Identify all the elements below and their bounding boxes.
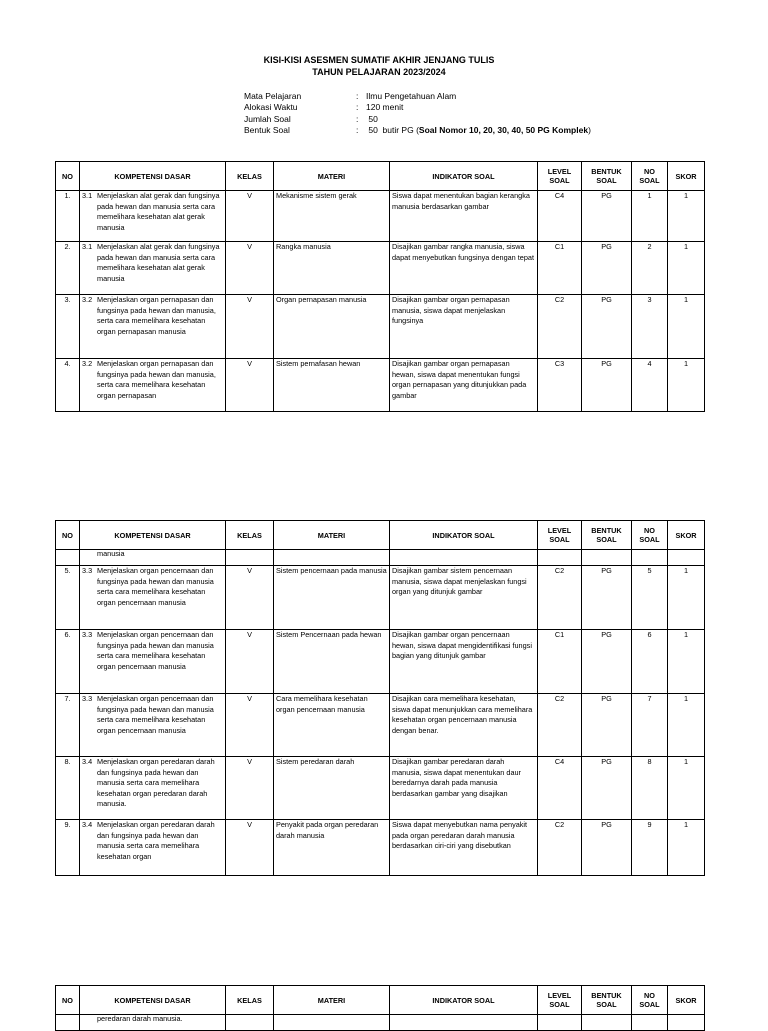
cell-no-soal: [632, 550, 668, 566]
document-title: KISI-KISI ASESMEN SUMATIF AKHIR JENJANG TULIS: [263, 55, 495, 65]
cell-bentuk: PG: [582, 295, 632, 359]
meta-value-bold: Soal Nomor 10, 20, 30, 40, 50 PG Komplek: [418, 124, 589, 135]
cell-materi: Sistem pencernaan pada manusia: [274, 566, 390, 630]
cell-kelas: V: [226, 295, 274, 359]
kd-code: 3.1: [82, 191, 93, 200]
kd-text: Menjelaskan organ pernapasan dan fungsinya pada hewan dan manusia, serta cara memelihara kesehatan organ pernapasan manusia: [97, 295, 216, 336]
header-kelas: KELAS: [226, 986, 274, 1015]
meta-label: Bentuk Soal: [244, 124, 290, 135]
kd-code: 3.1: [82, 242, 93, 251]
cell-bentuk: PG: [582, 630, 632, 694]
cell-indikator: Disajikan gambar organ pernapasan hewan, siswa dapat menentukan fungsi organ pernapasan yang ditunjukkan pada gambar: [390, 359, 538, 412]
kd-code: 3.3: [82, 630, 93, 639]
kd-text: Menjelaskan organ peredaran darah dan fungsinya pada hewan dan manusia serta cara memelihara kesehatan organ: [97, 820, 215, 861]
meta-row-bentuk-soal: [244, 125, 591, 136]
cell-no: 9.: [56, 820, 80, 876]
cell-skor: 1: [668, 694, 705, 757]
header-materi: MATERI: [274, 986, 390, 1015]
header-bentuk-soal: BENTUK SOAL: [582, 986, 632, 1015]
table-header-row: [56, 521, 705, 550]
kd-text-continuation: peredaran darah manusia.: [97, 1014, 183, 1023]
header-no-soal: NO SOAL: [632, 162, 668, 191]
kd-text: Menjelaskan organ pernapasan dan fungsinya pada hewan dan manusia, serta cara memelihara kesehatan organ pernapasan: [97, 359, 216, 400]
cell-kompetensi-dasar: [80, 242, 226, 295]
cell-no: [56, 550, 80, 566]
header-level-soal: LEVEL SOAL: [538, 521, 582, 550]
cell-indikator: [390, 1015, 538, 1031]
cell-indikator: Disajikan cara memelihara kesehatan, siswa dapat menunjukkan cara memelihara kesehatan organ pencernaan manusia dengan benar.: [390, 694, 538, 757]
table-row-continuation: [56, 1015, 705, 1031]
meta-label: Alokasi Waktu: [244, 102, 298, 113]
cell-skor: [668, 1015, 705, 1031]
cell-materi: Mekanisme sistem gerak: [274, 191, 390, 242]
cell-bentuk: [582, 1015, 632, 1031]
header-skor: SKOR: [668, 521, 705, 550]
cell-materi: Cara memelihara kesehatan organ pencernaan manusia: [274, 694, 390, 757]
cell-indikator: [390, 550, 538, 566]
cell-materi: Organ pernapasan manusia: [274, 295, 390, 359]
cell-kompetensi-dasar: [80, 694, 226, 757]
header-bentuk-soal: BENTUK SOAL: [582, 162, 632, 191]
kd-code: 3.4: [82, 757, 93, 766]
cell-kelas: V: [226, 820, 274, 876]
cell-skor: 1: [668, 359, 705, 412]
cell-level: C2: [538, 820, 582, 876]
cell-kompetensi-dasar: [80, 191, 226, 242]
cell-materi: Sistem peredaran darah: [274, 757, 390, 820]
cell-bentuk: PG: [582, 757, 632, 820]
cell-kelas: [226, 1015, 274, 1031]
cell-kelas: [226, 550, 274, 566]
meta-colon: :: [356, 91, 359, 101]
cell-no-soal: 8: [632, 757, 668, 820]
header-no-soal: NO SOAL: [632, 986, 668, 1015]
cell-level: C2: [538, 694, 582, 757]
table-row: [56, 694, 705, 757]
meta-label: Jumlah Soal: [244, 113, 291, 124]
table-row: [56, 359, 705, 412]
cell-materi: Penyakit pada organ peredaran darah manusia: [274, 820, 390, 876]
cell-skor: 1: [668, 191, 705, 242]
cell-kelas: V: [226, 242, 274, 295]
header-skor: SKOR: [668, 162, 705, 191]
meta-value: 120 menit: [366, 102, 404, 113]
kd-text: Menjelaskan alat gerak dan fungsinya pada hewan dan manusia serta cara memelihara kesehatan alat gerak manusia: [97, 191, 220, 232]
header-no: NO: [56, 162, 80, 191]
cell-kelas: V: [226, 630, 274, 694]
cell-skor: 1: [668, 242, 705, 295]
table-header-row: [56, 986, 705, 1015]
kd-code: 3.2: [82, 359, 93, 368]
cell-level: [538, 550, 582, 566]
cell-level: C2: [538, 566, 582, 630]
kd-text: Menjelaskan organ peredaran darah dan fungsinya pada hewan dan manusia serta cara memelihara kesehatan organ peredaran darah manusia.: [97, 757, 215, 808]
cell-indikator: Disajikan gambar sistem pencernaan manusia, siswa dapat menjelaskan fungsi organ yang ditunjuk gambar: [390, 566, 538, 630]
cell-indikator: Siswa dapat menentukan bagian kerangka manusia berdasarkan gambar: [390, 191, 538, 242]
meta-colon: :: [356, 102, 359, 113]
cell-no-soal: 5: [632, 566, 668, 630]
table-row: [56, 630, 705, 694]
table-row: [56, 757, 705, 820]
header-kelas: KELAS: [226, 162, 274, 191]
kd-code: 3.3: [82, 694, 93, 703]
cell-materi: Sistem pernafasan hewan: [274, 359, 390, 412]
cell-skor: 1: [668, 566, 705, 630]
header-kompetensi-dasar: KOMPETENSI DASAR: [80, 986, 226, 1015]
cell-materi: [274, 550, 390, 566]
cell-level: C1: [538, 630, 582, 694]
cell-bentuk: PG: [582, 694, 632, 757]
meta-value: 50: [366, 113, 378, 124]
kisi-table-1: [55, 161, 705, 412]
meta-value-end: ): [588, 124, 591, 135]
cell-kelas: V: [226, 359, 274, 412]
cell-materi: Rangka manusia: [274, 242, 390, 295]
cell-kompetensi-dasar: [80, 757, 226, 820]
cell-materi: [274, 1015, 390, 1031]
cell-no: 1.: [56, 191, 80, 242]
cell-kompetensi-dasar: [80, 820, 226, 876]
header-no: NO: [56, 521, 80, 550]
cell-no-soal: 4: [632, 359, 668, 412]
cell-skor: 1: [668, 820, 705, 876]
cell-level: C2: [538, 295, 582, 359]
header-indikator-soal: INDIKATOR SOAL: [390, 521, 538, 550]
cell-no: 3.: [56, 295, 80, 359]
header-bentuk-soal: BENTUK SOAL: [582, 521, 632, 550]
cell-no-soal: 2: [632, 242, 668, 295]
header-level-soal: LEVEL SOAL: [538, 162, 582, 191]
cell-no: 8.: [56, 757, 80, 820]
cell-skor: [668, 550, 705, 566]
meta-row-mata-pelajaran: [244, 91, 591, 102]
cell-kelas: V: [226, 757, 274, 820]
cell-kompetensi-dasar: [80, 295, 226, 359]
cell-no: 6.: [56, 630, 80, 694]
kisi-table-3: [55, 985, 705, 1031]
cell-kompetensi-dasar: [80, 1015, 226, 1031]
cell-kompetensi-dasar: [80, 566, 226, 630]
kd-text: Menjelaskan organ pencernaan dan fungsinya pada hewan dan manusia serta cara memelihara kesehatan organ pencernaan manusia: [97, 694, 214, 735]
cell-kompetensi-dasar: [80, 630, 226, 694]
cell-kelas: V: [226, 191, 274, 242]
meta-value: Ilmu Pengetahuan Alam: [366, 91, 457, 101]
cell-no-soal: 1: [632, 191, 668, 242]
cell-kelas: V: [226, 566, 274, 630]
cell-no: 4.: [56, 359, 80, 412]
cell-no-soal: [632, 1015, 668, 1031]
cell-bentuk: PG: [582, 820, 632, 876]
cell-skor: 1: [668, 295, 705, 359]
cell-bentuk: PG: [582, 359, 632, 412]
kd-text-continuation: manusia: [97, 549, 125, 558]
meta-colon: :: [356, 113, 359, 124]
cell-indikator: Disajikan gambar organ pernapasan manusia, siswa dapat menjelaskan fungsinya: [390, 295, 538, 359]
kd-text: Menjelaskan alat gerak dan fungsinya pada hewan dan manusia serta cara memelihara kesehatan alat gerak manusia: [97, 242, 220, 283]
header-skor: SKOR: [668, 986, 705, 1015]
cell-no-soal: 7: [632, 694, 668, 757]
table-header-row: [56, 162, 705, 191]
cell-kompetensi-dasar: [80, 359, 226, 412]
cell-level: C4: [538, 191, 582, 242]
meta-value: [366, 125, 591, 136]
header-materi: MATERI: [274, 521, 390, 550]
cell-bentuk: [582, 550, 632, 566]
cell-indikator: Disajikan gambar rangka manusia, siswa dapat menyebutkan fungsinya dengan tepat: [390, 242, 538, 295]
header-indikator-soal: INDIKATOR SOAL: [390, 162, 538, 191]
cell-materi: Sistem Pencernaan pada hewan: [274, 630, 390, 694]
header-level-soal: LEVEL SOAL: [538, 986, 582, 1015]
kd-code: 3.2: [82, 295, 93, 304]
document-meta: [244, 91, 591, 136]
header-no: NO: [56, 986, 80, 1015]
kd-text: Menjelaskan organ pencernaan dan fungsinya pada hewan dan manusia serta cara memelihara kesehatan organ pencernaan manusia: [97, 566, 214, 607]
cell-kompetensi-dasar: [80, 550, 226, 566]
header-kelas: KELAS: [226, 521, 274, 550]
cell-bentuk: PG: [582, 242, 632, 295]
cell-indikator: Disajikan gambar peredaran darah manusia, siswa dapat menentukan daur beredarnya darah pada manusia berdasarkan gambar yang disajikan: [390, 757, 538, 820]
meta-label: Mata Pelajaran: [244, 91, 302, 101]
meta-row-alokasi-waktu: [244, 102, 591, 113]
table-row: [56, 295, 705, 359]
cell-indikator: Siswa dapat menyebutkan nama penyakit pada organ peredaran darah manusia berdasarkan ciri-ciri yang disebutkan: [390, 820, 538, 876]
document-subtitle: TAHUN PELAJARAN 2023/2024: [312, 67, 446, 77]
meta-row-jumlah-soal: [244, 114, 591, 125]
kd-code: 3.3: [82, 566, 93, 575]
cell-skor: 1: [668, 630, 705, 694]
cell-indikator: Disajikan gambar organ pencernaan hewan, siswa dapat mengidentifikasi fungsi bagian yang ditunjuk gambar: [390, 630, 538, 694]
cell-no: 2.: [56, 242, 80, 295]
table-row: [56, 191, 705, 242]
table-row-continuation: [56, 550, 705, 566]
cell-no: [56, 1015, 80, 1031]
meta-colon: :: [356, 124, 359, 135]
kd-code: 3.4: [82, 820, 93, 829]
kd-text: Menjelaskan organ pencernaan dan fungsinya pada hewan dan manusia serta cara memelihara kesehatan organ pencernaan manusia: [97, 630, 214, 671]
cell-no: 5.: [56, 566, 80, 630]
meta-value-text: 50 butir PG (: [366, 124, 419, 135]
cell-no-soal: 3: [632, 295, 668, 359]
cell-bentuk: PG: [582, 566, 632, 630]
table-row: [56, 820, 705, 876]
cell-kelas: V: [226, 694, 274, 757]
header-kompetensi-dasar: KOMPETENSI DASAR: [80, 162, 226, 191]
cell-skor: 1: [668, 757, 705, 820]
header-indikator-soal: INDIKATOR SOAL: [390, 986, 538, 1015]
cell-no: 7.: [56, 694, 80, 757]
cell-level: [538, 1015, 582, 1031]
cell-no-soal: 9: [632, 820, 668, 876]
cell-level: C3: [538, 359, 582, 412]
cell-level: C1: [538, 242, 582, 295]
header-no-soal: NO SOAL: [632, 521, 668, 550]
table-row: [56, 242, 705, 295]
header-kompetensi-dasar: KOMPETENSI DASAR: [80, 521, 226, 550]
header-materi: MATERI: [274, 162, 390, 191]
cell-bentuk: PG: [582, 191, 632, 242]
table-row: [56, 566, 705, 630]
cell-level: C4: [538, 757, 582, 820]
kisi-table-2: [55, 520, 705, 876]
cell-no-soal: 6: [632, 630, 668, 694]
